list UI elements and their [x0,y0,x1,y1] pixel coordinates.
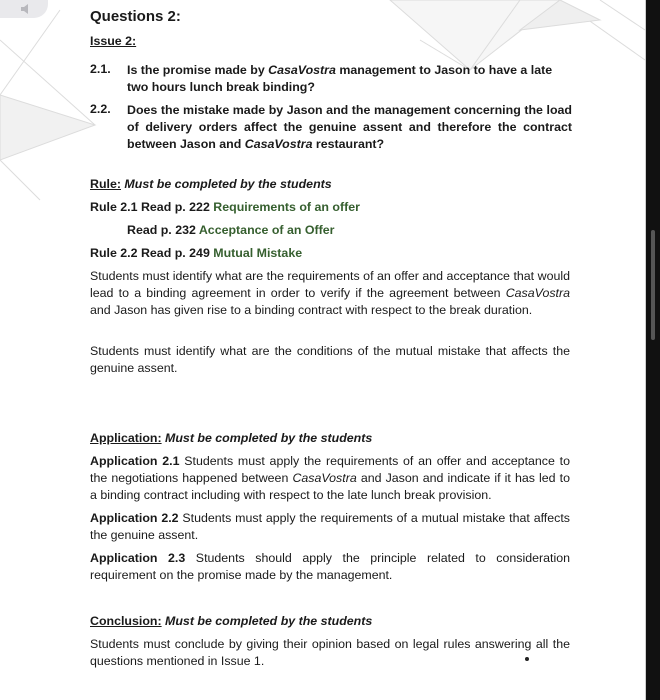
conclusion-heading [90,613,372,630]
application-heading [90,430,372,447]
application-label: Application 2.3 [90,551,186,565]
text-fragment: and Jason has given rise to a binding contract with respect to the break duration. [90,303,533,317]
text-fragment: Students must identify what are the requirements of an offer and acceptance that would lead to a binding agreement in order to verify if the agreement between [90,269,570,300]
rule-link[interactable]: Requirements of an offer [213,200,360,214]
speaker-tab[interactable] [0,0,48,18]
rule-reference: Rule 2.1 Read p. 222 [90,200,214,214]
question-number: 2.1. [90,62,111,76]
scrollbar-thumb[interactable] [651,230,655,340]
brand-name: CasaVostra [505,286,570,300]
text-fragment: Is the promise made by [127,63,269,77]
section-note: Must be completed by the students [161,614,373,628]
text-fragment: management to Jason to have a late two hours lunch break binding? [127,63,553,94]
conclusion-paragraph: Students must conclude by giving their opinion based on legal rules answering all the questions mentioned in Issue 1. [90,637,570,668]
rule-paragraph: Students must identify what are the conditions of the mutual mistake that affects the genuine assent. [90,344,570,375]
text-fragment: Students must apply the requirements of a mutual mistake that affects the genuine assent. [90,511,570,542]
question-text [127,102,572,153]
rule-link[interactable]: Acceptance of an Offer [198,223,335,237]
section-label: Application: [90,431,162,445]
text-fragment: Students must apply the requirements of an offer and acceptance to the negotiations happened between [90,454,570,485]
rule-heading [90,176,332,193]
application-label: Application 2.1 [90,454,180,468]
speaker-icon [20,3,32,15]
text-fragment: and Jason and indicate if it has led to a binding contract including with respect to the late lunch break provision. [90,471,570,502]
section-note: Must be completed by the students [120,177,332,191]
brand-name: CasaVostra [244,137,313,151]
page-title: Questions 2: [90,8,181,25]
issue-heading: Issue 2: [90,34,137,48]
bullet-dot [525,657,529,661]
section-label: Conclusion: [90,614,162,628]
rule-paragraph [90,268,570,319]
rule-2-2 [90,245,302,262]
application-label: Application 2.2 [90,511,179,525]
text-fragment: Students should apply the principle related to consideration requirement on the promise made by the management. [90,551,570,582]
rule-reference: Read p. 232 [127,223,199,237]
rule-2-1-acceptance [127,222,335,239]
question-text [127,62,572,96]
rule-reference: Rule 2.2 Read p. 249 [90,246,214,260]
brand-name: CasaVostra [268,63,336,77]
section-note: Must be completed by the students [161,431,373,445]
question-number: 2.2. [90,102,111,116]
text-fragment: restaurant? [312,137,385,151]
application-paragraph [90,510,570,544]
rule-link[interactable]: Mutual Mistake [213,246,303,260]
brand-name: CasaVostra [292,471,357,485]
application-paragraph [90,550,570,584]
section-label: Rule: [90,177,121,191]
rule-2-1 [90,199,360,216]
application-paragraph [90,453,570,504]
text-fragment: Does the mistake made by Jason and the management concerning the load of delivery orders affect the genuine assent and therefore the contract between Jason and [127,103,572,151]
window-border [646,0,660,700]
